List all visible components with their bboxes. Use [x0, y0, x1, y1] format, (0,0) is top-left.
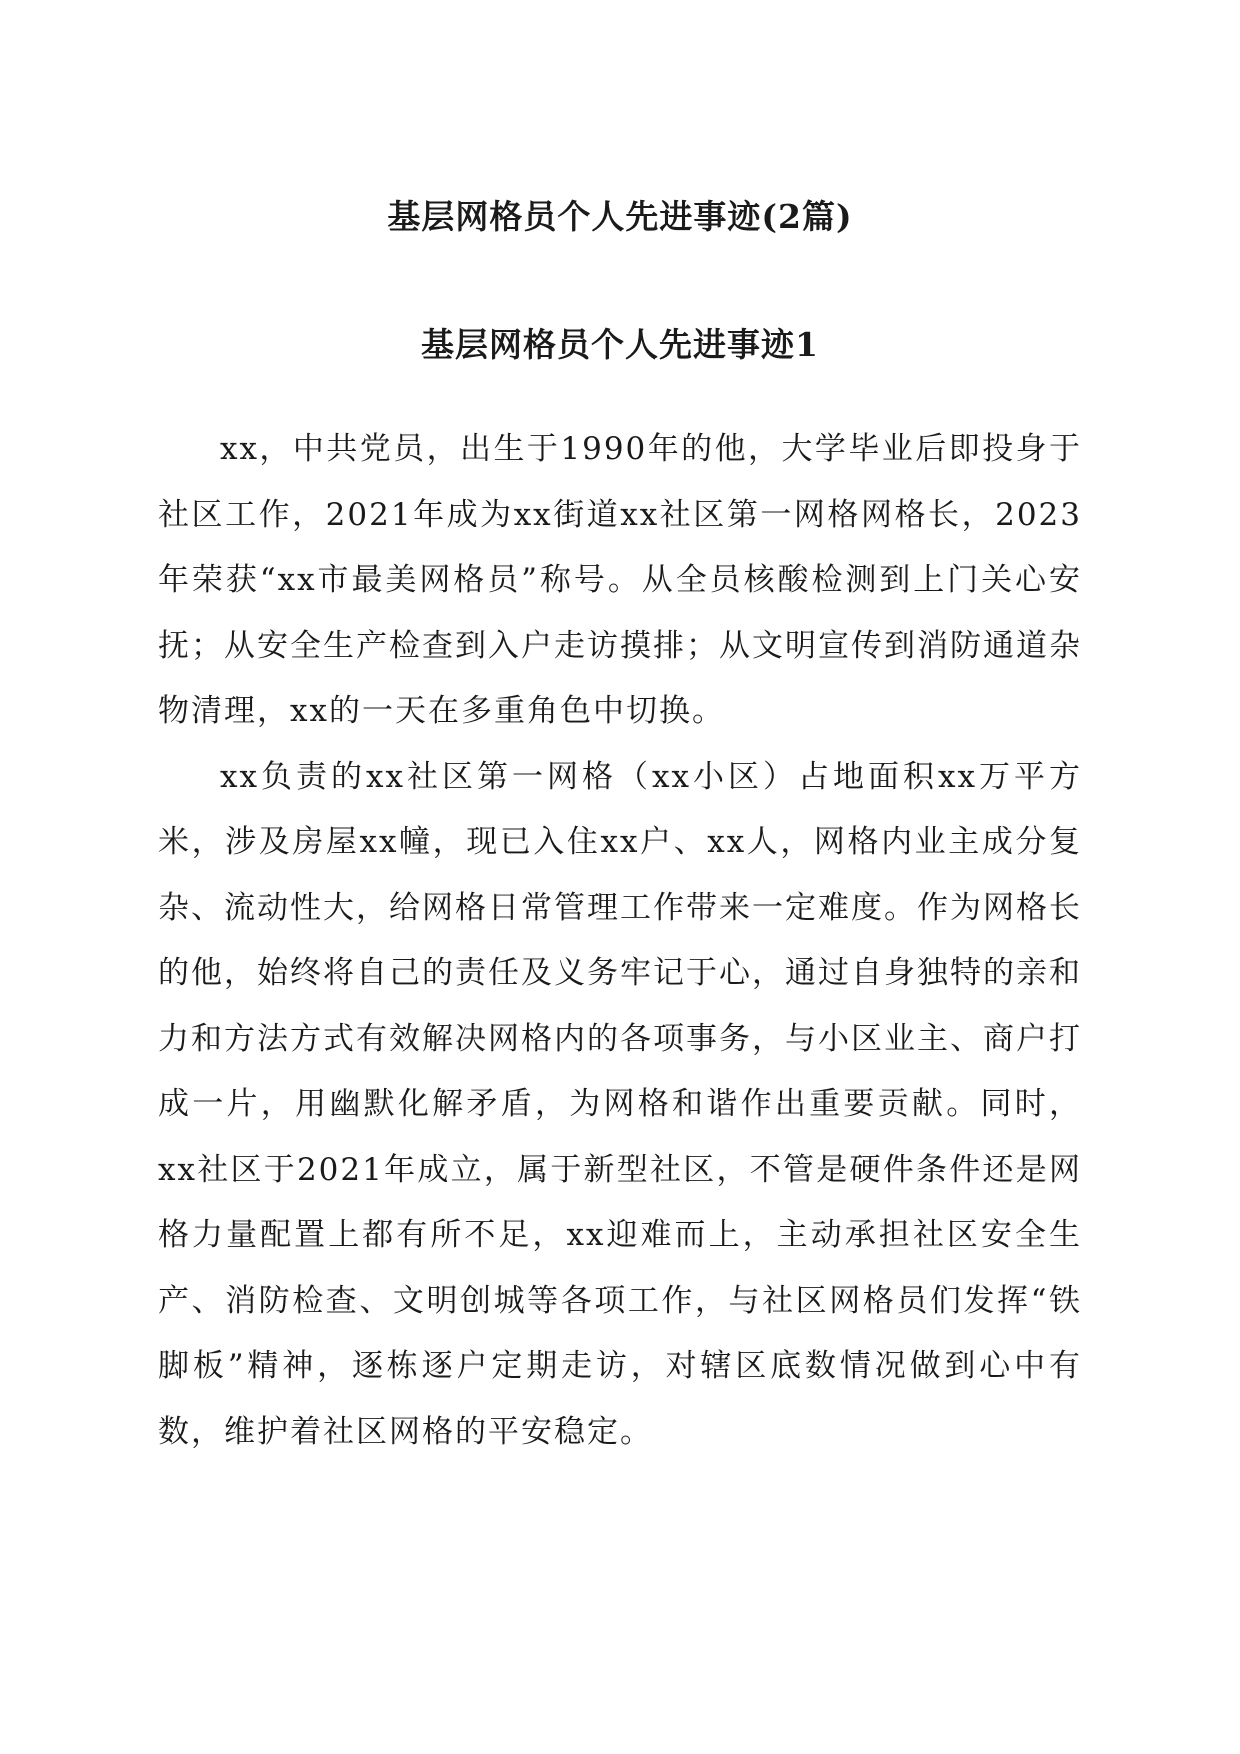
- document-body: [158, 417, 1082, 1465]
- paragraph: xx，中共党员，出生于1990年的他，大学毕业后即投身于社区工作，2021年成为xx街道xx社区第一网格网格长，2023年荣获“xx市最美网格员”称号。从全员核酸检测到上门关心安抚；从安全生产检查到入户走访摸排；从文明宣传到消防通道杂物清理，xx的一天在多重角色中切换。: [158, 431, 1082, 729]
- paragraph: xx负责的xx社区第一网格（xx小区）占地面积xx万平方米，涉及房屋xx幢，现已入住xx户、xx人，网格内业主成分复杂、流动性大，给网格日常管理工作带来一定难度。作为网格长的他，始终将自己的责任及义务牢记于心，通过自身独特的亲和力和方法方式有效解决网格内的各项事务，与小区业主、商户打成一片，用幽默化解矛盾，为网格和谐作出重要贡献。同时，xx社区于2021年成立，属于新型社区，不管是硬件条件还是网格力量配置上都有所不足，xx迎难而上，主动承担社区安全生产、消防检查、文明创城等各项工作，与社区网格员们发挥“铁脚板”精神，逐栋逐户定期走访，对辖区底数情况做到心中有数，维护着社区网格的平安稳定。: [158, 758, 1082, 1450]
- section-title: 基层网格员个人先进事迹1: [421, 325, 819, 364]
- document-title: 基层网格员个人先进事迹(2篇): [387, 197, 853, 236]
